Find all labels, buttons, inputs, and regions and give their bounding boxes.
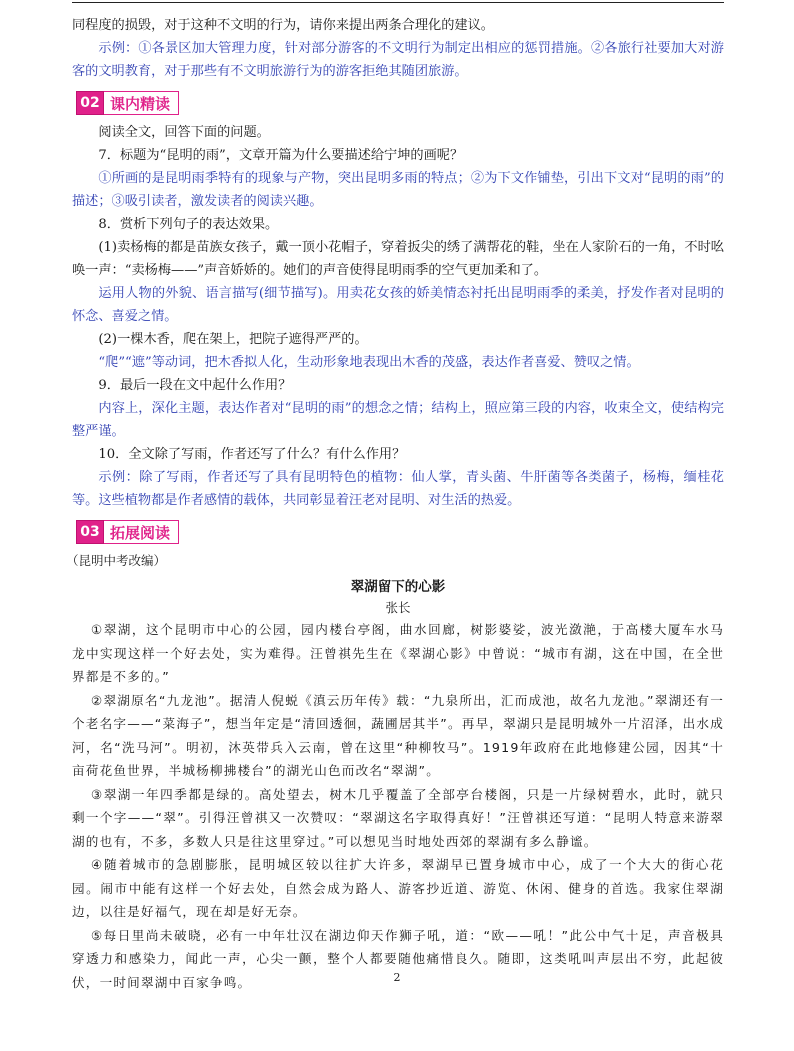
question-8-2: (2)一棵木香，爬在架上，把院子遮得严严的。 bbox=[98, 332, 368, 347]
instruction: 阅读全文，回答下面的问题。 bbox=[98, 125, 270, 140]
answer-10: 示例：除了写雨，作者还写了具有昆明特色的植物：仙人掌，青头菌、牛肝菌等各类菌子，杨梅，缅桂花等。这些植物都是作者感情的载体，共同彰显着汪老对昆明、对生活的热爱。 bbox=[72, 470, 724, 508]
article-paragraph: ①翠湖，这个昆明市中心的公园，园内楼台亭阁，曲水回廊，树影婆娑，波光潋滟，于高楼大厦车水马龙中实现这样一个好去处，实为难得。汪曾祺先生在《翠湖心影》中曾说：“城市有湖，这在中国，在全世界都是不多的。” bbox=[72, 622, 724, 684]
article-paragraph: ②翠湖原名“九龙池”。据清人倪蜕《滇云历年传》载：“九泉所出，汇而成池，故名九龙池。”翠湖还有一个老名字——“菜海子”，想当年定是“清回透徊，蔬圃居其半”。再早，翠湖只是昆明城外一片沼泽，出水成河，名“洗马河”。明初，沐英带兵入云南，曾在这里“种柳牧马”。1919年政府在此地修建公园，因其“十亩荷花鱼世界，半城杨柳拂楼台”的湖光山色而改名“翠湖”。 bbox=[72, 692, 725, 778]
source-note: （昆明中考改编） bbox=[66, 553, 167, 568]
article-title: 翠湖留下的心影 bbox=[350, 579, 446, 595]
intro-question-tail: 同程度的损毁，对于这种不文明的行为，请你来提出两条合理化的建议。 bbox=[72, 18, 494, 33]
section-header-2 bbox=[76, 91, 724, 115]
question-8: 8．赏析下列句子的表达效果。 bbox=[98, 217, 279, 232]
page-number: 2 bbox=[393, 971, 401, 984]
answer-7: ①所画的是昆明雨季特有的现象与产物，突出昆明多雨的特点；②为下文作铺垫，引出下文对“昆明的雨”的描述；③吸引读者，激发读者的阅读兴趣。 bbox=[72, 171, 724, 209]
answer-8-1: 运用人物的外貌、语言描写(细节描写)。用卖花女孩的娇美情态衬托出昆明雨季的柔美，抒发作者对昆明的怀念、喜爱之情。 bbox=[72, 286, 724, 324]
question-7: 7．标题为“昆明的雨”，文章开篇为什么要描述给宁坤的画呢？ bbox=[98, 148, 464, 163]
article-paragraph: ④随着城市的急剧膨胀，昆明城区较以往扩大许多，翠湖早已置身城市中心，成了一个大大的街心花园。闹市中能有这样一个好去处，自然会成为路人、游客抄近道、游览、休闲、健身的首选。我家住翠湖边，以往是好福气，现在却是好无奈。 bbox=[72, 857, 724, 919]
intro-answer: 示例：①各景区加大管理力度，针对部分游客的不文明行为制定出相应的惩罚措施。②各旅行社要加大对游客的文明教育，对于那些有不文明旅游行为的游客拒绝其随团旅游。 bbox=[72, 41, 724, 79]
question-8-1: (1)卖杨梅的都是苗族女孩子，戴一顶小花帽子，穿着扳尖的绣了满帮花的鞋，坐在人家阶石的一角，不时吆唤一声：“卖杨梅——”声音娇娇的。她们的声音使得昆明雨季的空气更加柔和了。 bbox=[72, 240, 724, 278]
answer-8-2: “爬”“遮”等动词，把木香拟人化，生动形象地表现出木香的茂盛，表达作者喜爱、赞叹之情。 bbox=[98, 355, 640, 370]
section-number: 03 bbox=[76, 520, 104, 544]
question-9: 9．最后一段在文中起什么作用？ bbox=[98, 378, 292, 393]
page-content bbox=[66, 14, 725, 994]
question-10: 10．全文除了写雨，作者还写了什么？有什么作用？ bbox=[98, 447, 406, 462]
section-title: 课内精读 bbox=[104, 91, 179, 115]
section-number: 02 bbox=[76, 91, 104, 115]
header-rule bbox=[72, 2, 724, 3]
section-header-3 bbox=[76, 520, 724, 544]
article-author: 张长 bbox=[385, 600, 411, 615]
section-title: 拓展阅读 bbox=[104, 520, 179, 544]
article-paragraph: ⑤每日里尚未破晓，必有一中年壮汉在湖边仰天作狮子吼，道：“欧——吼！”此公中气十足，声音极具穿透力和感染力，闻此一声，心尖一颤，整个人都要随他痛惜良久。随即，这类吼叫声层出不穷，此起彼伏，一时间翠湖中百家争鸣。 bbox=[72, 927, 724, 990]
answer-9: 内容上，深化主题，表达作者对“昆明的雨”的想念之情；结构上，照应第三段的内容，收束全文，使结构完整严谨。 bbox=[72, 401, 724, 439]
article-paragraph: ③翠湖一年四季都是绿的。高处望去，树木几乎覆盖了全部亭台楼阁，只是一片绿树碧水，此时，就只剩一个字——“翠”。引得汪曾祺又一次赞叹：“翠湖这名字取得真好！”汪曾祺还写道：“昆明人特意来游翠湖的也有，不多，多数人只是往这里穿过。”可以想见当时地处西郊的翠湖有多么静谧。 bbox=[72, 786, 724, 849]
